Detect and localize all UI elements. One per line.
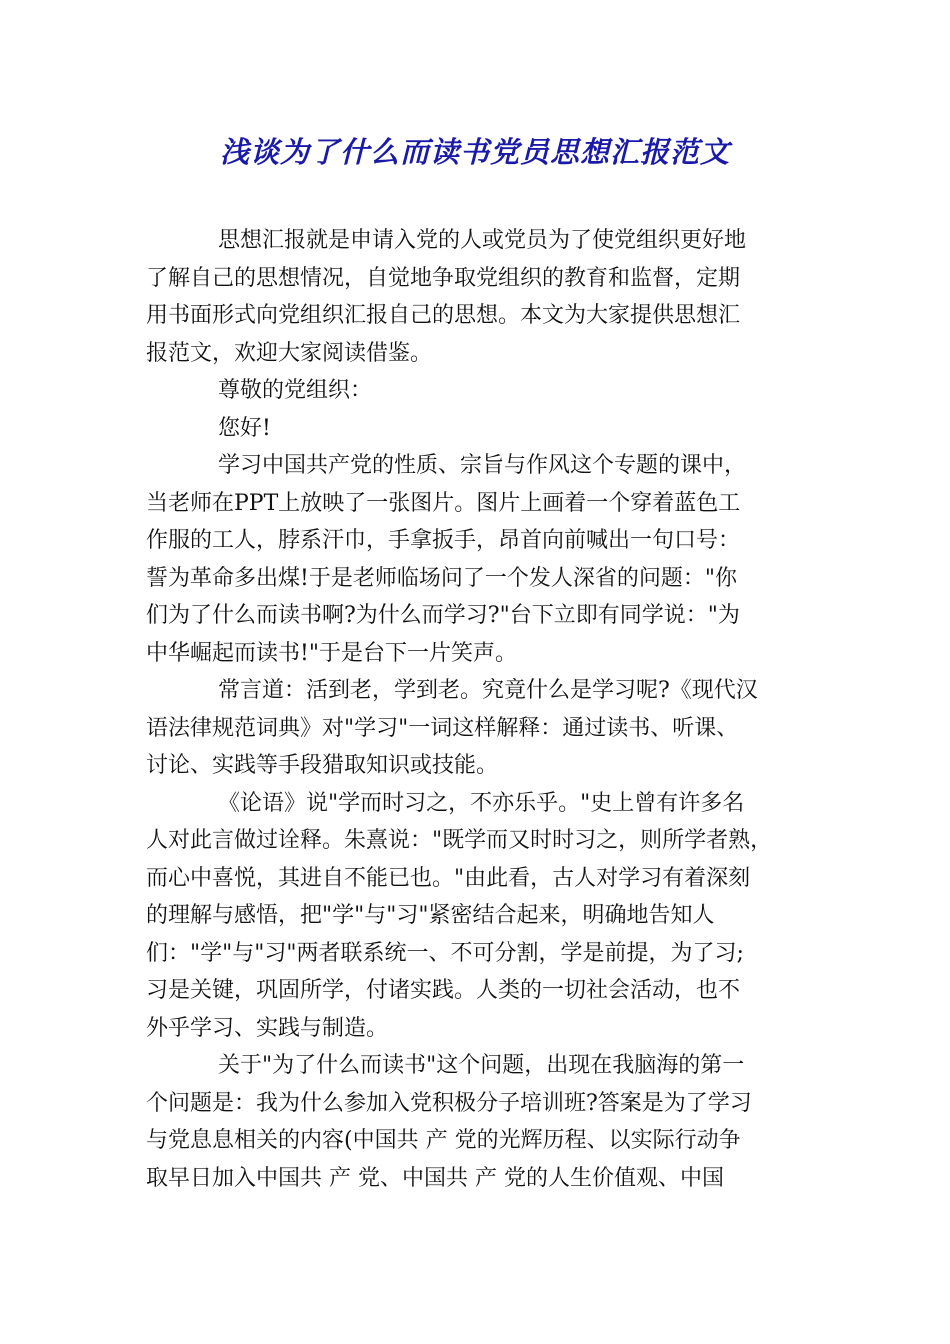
text-line: 外乎学习、实践与制造。 [146, 1015, 389, 1041]
text-line: 语法律规范词典》对"学习"一词这样解释：通过读书、听课、 [146, 715, 739, 741]
text-line: 思想汇报就是申请入党的人或党员为了使党组织更好地 [218, 228, 747, 253]
text-line: 习是关键，巩固所学，付诸实践。人类的一切社会活动，也不 [146, 978, 741, 1003]
text-line: 们为了什么而读书啊?为什么而学习?"台下立即有同学说："为 [146, 603, 740, 628]
text-line: 尊敬的党组织： [218, 378, 373, 403]
document-title: 浅谈为了什么而读书党员思想汇报范文 [219, 135, 730, 169]
text-line: 取早日加入中国共 产 党、中国共 产 党的人生价值观、中国 [146, 1165, 724, 1191]
text-line: 与党息息相关的内容(中国共 产 党的光辉历程、以实际行动争 [146, 1128, 741, 1153]
text-line: 《论语》说"学而时习之，不亦乐乎。"史上曾有许多名 [218, 790, 745, 816]
text-line: 中华崛起而读书!"于是台下一片笑声。 [146, 640, 517, 666]
text-line: 常言道：活到老，学到老。究竟什么是学习呢?《现代汉 [218, 678, 758, 703]
text-line: 人对此言做过诠释。朱熹说："既学而又时时习之，则所学者熟， [146, 828, 773, 853]
text-line: 当老师在PPT上放映了一张图片。图片上画着一个穿着蓝色工 [146, 490, 741, 516]
text-line: 作服的工人，脖系汗巾，手拿扳手，昂首向前喊出一句口号： [146, 528, 741, 553]
text-line: 讨论、实践等手段猎取知识或技能。 [146, 753, 499, 778]
text-line: 学习中国共产党的性质、宗旨与作风这个专题的课中， [218, 453, 747, 478]
text-line: 您好! [218, 415, 271, 441]
text-line: 誓为革命多出煤!于是老师临场问了一个发人深省的问题："你 [146, 565, 737, 591]
text-line: 了解自己的思想情况，自觉地争取党组织的教育和监督，定期 [146, 265, 741, 291]
text-line: 的理解与感悟，把"学"与"习"紧密结合起来，明确地告知人 [146, 903, 715, 928]
text-line: 而心中喜悦，其进自不能已也。"由此看，古人对学习有着深刻 [146, 865, 751, 891]
text-line: 个问题是：我为什么参加入党积极分子培训班?答案是为了学习 [146, 1090, 752, 1116]
document-body [146, 222, 806, 1197]
text-line: 们："学"与"习"两者联系统一、不可分割，学是前提，为了习; [146, 940, 744, 966]
text-line: 用书面形式向党组织汇报自己的思想。本文为大家提供思想汇 [146, 303, 741, 328]
text-line: 关于"为了什么而读书"这个问题，出现在我脑海的第一 [218, 1053, 745, 1078]
text-line: 报范文，欢迎大家阅读借鉴。 [146, 340, 433, 366]
